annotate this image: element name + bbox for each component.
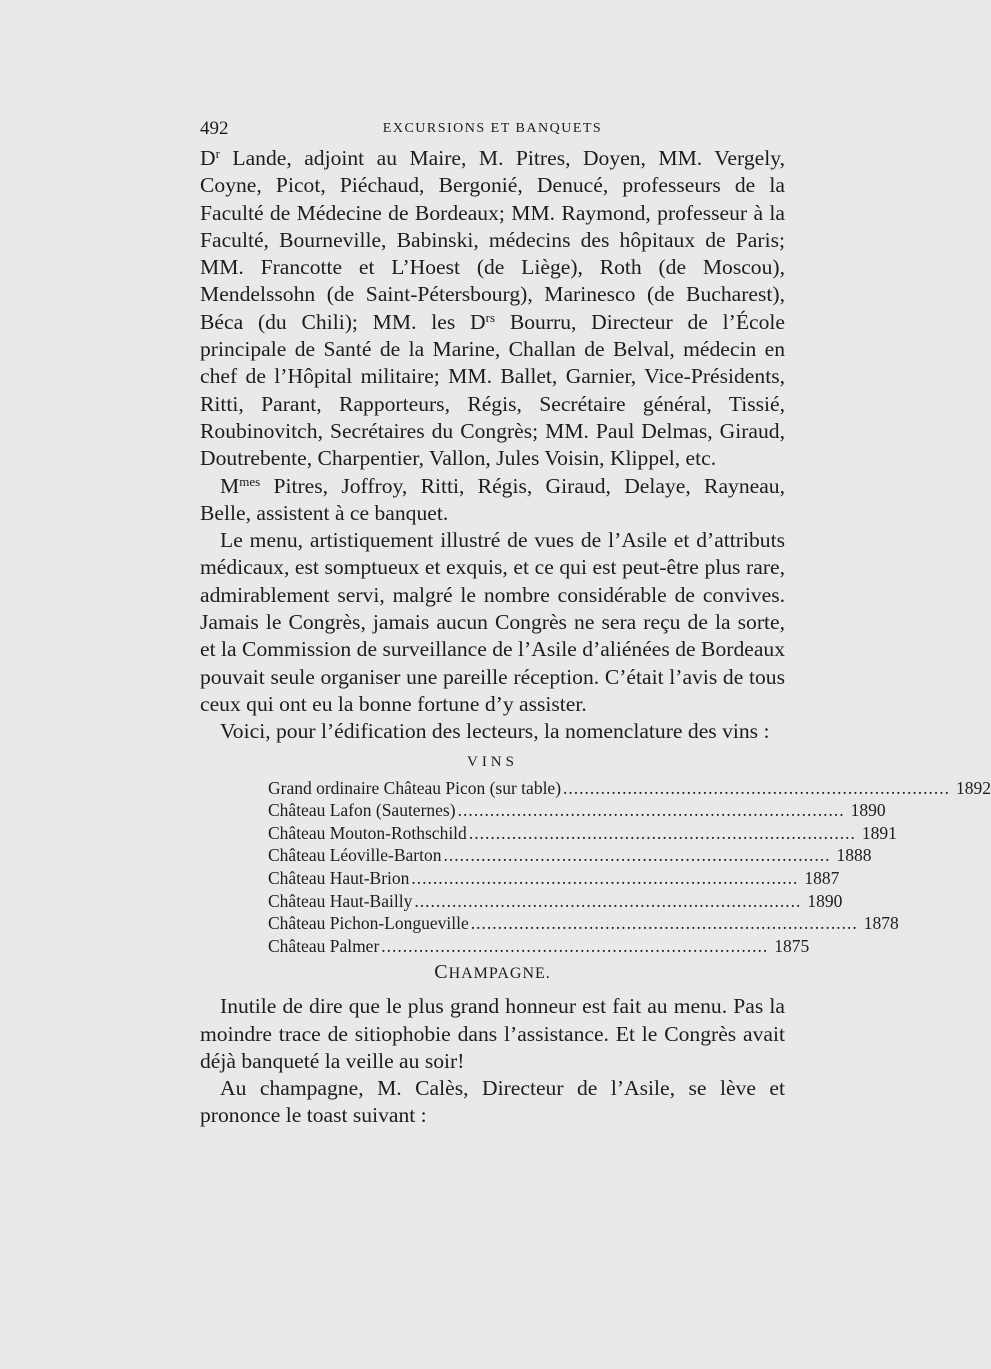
text-run: M (220, 473, 240, 498)
champagne-initial: C (434, 961, 449, 984)
champagne-heading (200, 961, 785, 985)
text-run: Pitres, Joffroy, Ritti, Régis, Giraud, Delaye, Rayneau, Belle, assistent à ce banquet. (200, 473, 785, 525)
dot-leader: ........................................................................ (563, 777, 951, 798)
wine-year: 1890 (850, 800, 886, 821)
list-item (268, 822, 897, 845)
wine-year: 1890 (807, 890, 843, 911)
wine-name: Château Mouton-Rothschild (268, 822, 467, 843)
text-run: Lande, adjoint au Maire, M. Pitres, Doyen, MM. Vergely, Coyne, Picot, Piéchaud, Bergonié, Denucé, professeurs de la Faculté de Médecine de Bordeaux; MM. Raymond, professeur à la Faculté, Bourneville, Babinski, médecins des hôpitaux de Paris; MM. Francotte et L’Hoest (de Liège), Roth (de Moscou), Mendelssohn (de Saint-Pétersbourg), Marinesco (de Bucharest), Béca (du Chili); MM. les D (200, 146, 785, 334)
wine-year: 1878 (863, 913, 899, 934)
page-number: 492 (200, 118, 229, 139)
wine-year: 1875 (774, 935, 810, 956)
wine-year: 1888 (836, 845, 872, 866)
list-item (268, 777, 991, 800)
dot-leader: ........................................................................ (468, 822, 856, 843)
paragraph-toast: Au champagne, M. Calès, Directeur de l’Asile, se lève et prononce le toast suivant : (200, 1076, 785, 1128)
list-item (268, 867, 840, 890)
wines-heading: VINS (466, 753, 518, 770)
list-item (268, 912, 899, 935)
wine-name: Château Lafon (Sauternes) (268, 800, 456, 821)
paragraph-wine-intro: Voici, pour l’édification des lecteurs, la nomenclature des vins : (220, 719, 770, 744)
dot-leader: ........................................................................ (381, 935, 769, 956)
wine-name: Château Haut-Bailly (268, 890, 413, 911)
list-item (268, 890, 843, 913)
paragraph-menu: Le menu, artistiquement illustré de vues de l’Asile et d’attributs médicaux, est somptueux et exquis, et ce qui est peut-être plus rare, admirablement servi, malgré le nombre considérable de convives. Jamais le Congrès, jamais aucun Congrès ne sera reçu de la sorte, et la Commission de surveillance de l’Asile d’aliénées de Bordeaux pouvait seule organiser une pareille réception. C’était l’avis de tous ceux qui ont eu la bonne fortune d’y assister. (200, 528, 785, 716)
wine-year: 1887 (804, 867, 840, 888)
paragraph-ladies (200, 473, 785, 528)
page-header (200, 118, 785, 142)
wine-list (268, 777, 991, 958)
wine-name: Château Palmer (268, 935, 380, 956)
dot-leader: ........................................................................ (470, 913, 858, 934)
paragraph-honour: Inutile de dire que le plus grand honneur est fait au menu. Pas la moindre trace de sitiophobie dans l’assistance. Et le Congrès avait déjà banqueté la veille au soir! (200, 994, 785, 1073)
champagne-rest: HAMPAGNE. (448, 965, 551, 983)
superscript: r (215, 146, 220, 161)
wine-year: 1891 (861, 822, 897, 843)
wine-name: Château Pichon-Longueville (268, 913, 469, 934)
text-run: D (200, 146, 216, 170)
wine-year: 1892 (956, 777, 991, 798)
paragraph-attendees (200, 145, 785, 473)
wine-name: Grand ordinaire Château Picon (sur table) (268, 777, 562, 798)
list-item (268, 844, 872, 867)
superscript: rs (485, 309, 496, 325)
wine-name: Château Léoville-Barton (268, 845, 442, 866)
running-title: EXCURSIONS ET BANQUETS (382, 121, 603, 136)
dot-leader: ........................................................................ (443, 845, 831, 866)
dot-leader: ........................................................................ (457, 800, 845, 821)
wine-name: Château Haut-Brion (268, 867, 410, 888)
dot-leader: ........................................................................ (414, 890, 802, 911)
list-item (268, 935, 810, 958)
superscript: mes (239, 473, 261, 489)
body-text (200, 145, 991, 1130)
list-item (268, 799, 886, 822)
text-run: Bourru, Directeur de l’École principale de Santé de la Marine, Challan de Belval, médecin en chef de l’Hôpital militaire; MM. Ballet, Garnier, Vice-Présidents, Ritti, Parant, Rapporteurs, Régis, Secrétaire général, Tissié, Roubinovitch, Secrétaires du Congrès; MM. Paul Delmas, Giraud, Doutrebente, Charpentier, Vallon, Jules Voisin, Klippel, etc. (200, 309, 785, 471)
dot-leader: ........................................................................ (411, 867, 799, 888)
